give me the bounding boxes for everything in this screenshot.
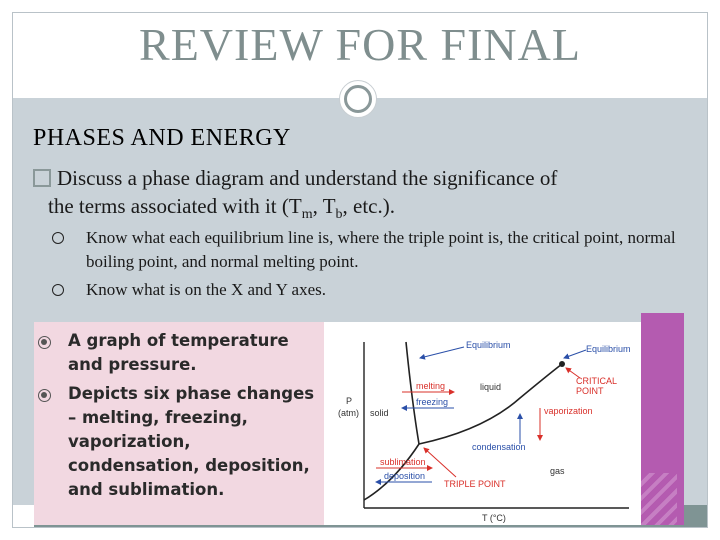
main-bullet xyxy=(33,164,693,229)
circle-ornament-icon xyxy=(339,80,377,118)
square-bullet-icon xyxy=(33,169,51,187)
dot-ring-bullet-icon xyxy=(38,336,51,349)
decorative-strip-pattern xyxy=(641,473,677,525)
phase-diagram xyxy=(324,322,641,525)
phase-diagram-image xyxy=(34,313,684,525)
bottom-gap-left xyxy=(13,505,34,527)
inset-text-panel xyxy=(34,322,324,525)
equilibrium-label-right: Equilibrium xyxy=(586,344,631,354)
dot-ring-bullet-icon xyxy=(38,389,51,402)
inset-bullet-text: A graph of temperature and pressure. xyxy=(68,331,289,374)
solid-region-label: solid xyxy=(370,408,389,418)
y-axis-unit-label: (atm) xyxy=(338,408,359,418)
sub-bullet-text: Know what is on the X and Y axes. xyxy=(86,280,327,299)
subscript-m: m xyxy=(301,207,313,223)
line2-prefix: the terms associated with it (T xyxy=(48,194,302,218)
ring-bullet-icon xyxy=(52,284,64,296)
x-axis-label: T (°C) xyxy=(482,513,506,523)
critical-point-label-line1: CRITICAL xyxy=(576,376,618,386)
main-bullet-line2 xyxy=(33,194,396,223)
sub-bullet-item xyxy=(50,278,690,302)
sub-bullet-text: Know what each equilibrium line is, where the triple point is, the critical point, normal boiling point, and normal melting point. xyxy=(86,228,676,271)
vaporization-label: vaporization xyxy=(544,406,593,416)
inset-bullet-item xyxy=(48,382,318,502)
ring-bullet-icon xyxy=(52,232,64,244)
liquid-region-label: liquid xyxy=(480,382,502,392)
critical-point-marker xyxy=(559,361,565,367)
y-axis-label: P xyxy=(346,396,353,406)
triple-point-label: TRIPLE POINT xyxy=(444,479,506,489)
slide-title: REVIEW FOR FINAL xyxy=(139,19,581,70)
line2-mid: , T xyxy=(312,194,336,218)
melting-curve xyxy=(406,342,419,444)
main-bullet-line1: Discuss a phase diagram and understand the significance of xyxy=(57,166,558,190)
critical-point-label-line2: POINT xyxy=(576,386,604,396)
sub-bullet-list xyxy=(50,226,690,306)
freezing-label: freezing xyxy=(416,397,449,407)
line2-suffix: , etc.). xyxy=(342,194,396,218)
equilibrium-label-top: Equilibrium xyxy=(466,340,511,350)
sub-bullet-item xyxy=(50,226,690,274)
section-heading: PHASES AND ENERGY xyxy=(33,125,291,151)
sublimation-label: sublimation xyxy=(380,457,426,467)
condensation-label: condensation xyxy=(472,442,526,452)
gas-region-label: gas xyxy=(550,466,565,476)
inset-bullet-item xyxy=(48,329,318,377)
melting-label: melting xyxy=(416,381,446,391)
inset-bullet-text: Depicts six phase changes – melting, freezing, vaporization, condensation, deposition, and sublimation. xyxy=(68,384,315,499)
deposition-label: deposition xyxy=(384,471,426,481)
subscript-b: b xyxy=(335,207,343,223)
